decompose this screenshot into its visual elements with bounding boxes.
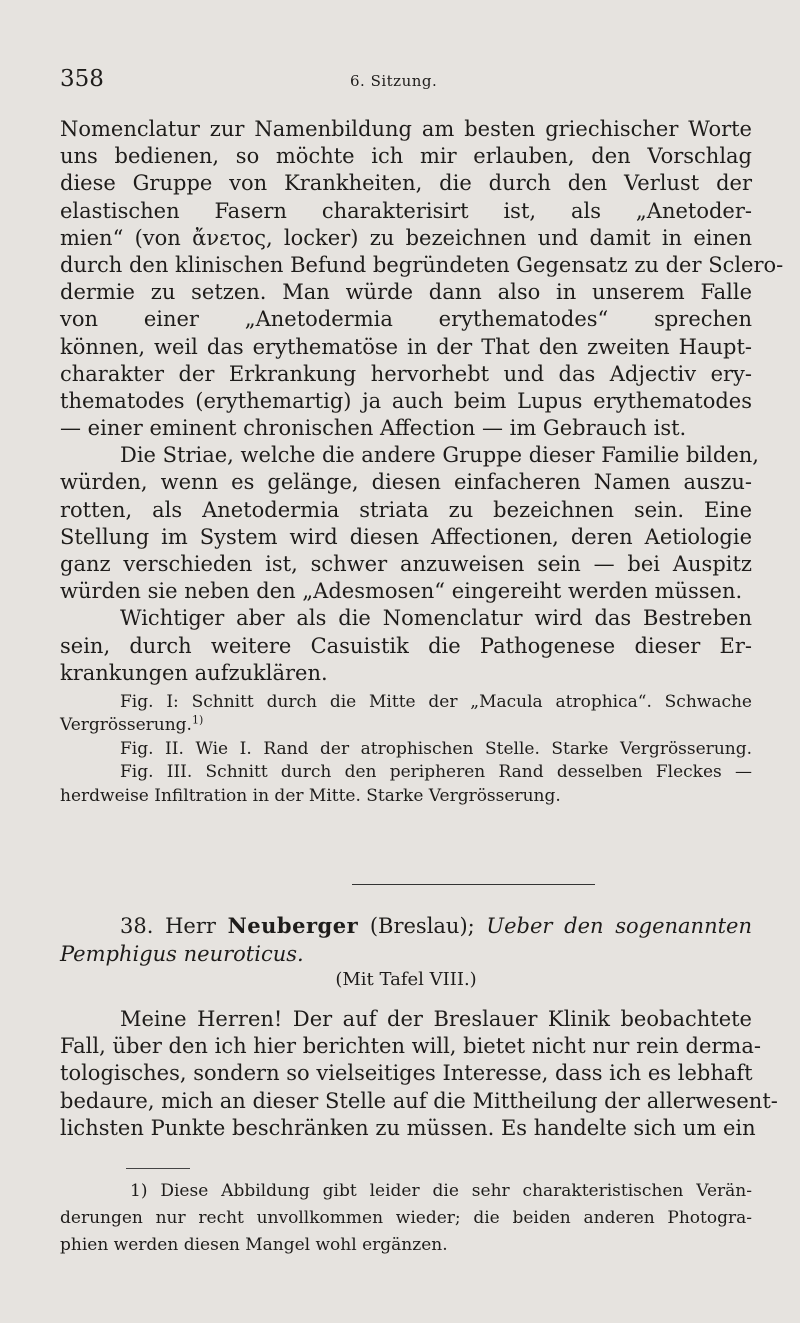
text-line: mien“ (von ἄνετος, locker) zu bezeichnen und damit in einen bbox=[60, 225, 752, 250]
plate-reference: (Mit Tafel VIII.) bbox=[335, 969, 477, 990]
author-affiliation: (Breslau); bbox=[369, 914, 475, 938]
section-heading bbox=[60, 912, 752, 996]
text-line: durch den klinischen Befund begründeten Gegensatz zu der Sclero- bbox=[60, 252, 784, 277]
figure-captions bbox=[60, 691, 752, 809]
text-line: würden, wenn es gelänge, diesen einfacheren Namen auszu- bbox=[60, 470, 752, 495]
section-title-line bbox=[60, 940, 752, 968]
running-title: 6. Sitzung. bbox=[350, 72, 438, 90]
text-line: ganz verschieden ist, schwer anzuweisen sein — bei Auspitz bbox=[60, 552, 752, 576]
page-header bbox=[60, 66, 740, 96]
text-line: sein, durch weitere Casuistik die Pathogenese dieser Er- bbox=[60, 633, 752, 658]
text-line: Nomenclatur zur Namenbildung am besten griechischer Worte bbox=[60, 117, 752, 141]
section-number: 38. Herr bbox=[120, 914, 216, 938]
text-line: von einer „Anetodermia erythematodes“ sprechen bbox=[60, 307, 752, 332]
section-title-line bbox=[60, 912, 752, 940]
text-line: charakter der Erkrankung hervorhebt und das Adjectiv ery- bbox=[60, 361, 752, 386]
talk-title-continued: Pemphigus neuroticus. bbox=[60, 942, 304, 966]
section-text bbox=[60, 1006, 778, 1142]
footnote-marker: 1) bbox=[191, 713, 204, 727]
text-line: krankungen aufzuklären. bbox=[60, 660, 328, 685]
footnote bbox=[60, 1178, 752, 1259]
text-line: elastischen Fasern charakterisirt ist, als „Anetoder- bbox=[60, 198, 752, 223]
figure-caption-line: Fig. II. Wie I. Rand der atrophischen Stelle. Starke Vergrösserung. bbox=[120, 738, 752, 759]
author-name: Neuberger bbox=[227, 913, 359, 938]
text-line: bedaure, mich an dieser Stelle auf die Mittheilung der allerwesent- bbox=[60, 1088, 778, 1113]
text-line: diese Gruppe von Krankheiten, die durch den Verlust der bbox=[60, 171, 752, 196]
footnote-line: 1) Diese Abbildung gibt leider die sehr charakteristischen Verän- bbox=[130, 1181, 752, 1201]
text-line: lichsten Punkte beschränken zu müssen. Es handelte sich um ein bbox=[60, 1115, 756, 1140]
text-line: Meine Herren! Der auf der Breslauer Klinik beobachtete bbox=[120, 1007, 752, 1031]
section-divider bbox=[352, 884, 595, 885]
main-text bbox=[60, 116, 784, 808]
figure-caption-line: Vergrösserung.$^{1)}$ bbox=[60, 713, 204, 736]
text-line: Fall, über den ich hier berichten will, bietet nicht nur rein derma- bbox=[60, 1034, 761, 1059]
text-line: können, weil das erythematöse in der That den zweiten Haupt- bbox=[60, 334, 752, 359]
footnote-rule bbox=[126, 1168, 190, 1169]
page-number: 358 bbox=[60, 66, 104, 92]
talk-title: Ueber den sogenannten bbox=[486, 914, 752, 938]
text-line: tologisches, sondern so vielseitiges Interesse, dass ich es lebhaft bbox=[60, 1061, 753, 1086]
text-line: uns bedienen, so möchte ich mir erlauben, den Vorschlag bbox=[60, 144, 752, 169]
footnote-line: derungen nur recht unvollkommen wieder; die beiden anderen Photogra- bbox=[60, 1208, 752, 1228]
text-line: Stellung im System wird diesen Affectionen, deren Aetiologie bbox=[60, 524, 752, 549]
text-line: würden sie neben den „Adesmosen“ eingereiht werden müssen. bbox=[60, 579, 743, 604]
footnote-line: phien werden diesen Mangel wohl ergänzen. bbox=[60, 1235, 448, 1255]
text-line: dermie zu setzen. Man würde dann also in unserem Falle bbox=[60, 280, 752, 305]
figure-caption-line: Fig. III. Schnitt durch den peripheren Rand desselben Fleckes — bbox=[120, 762, 752, 783]
text-line: rotten, als Anetodermia striata zu bezeichnen sein. Eine bbox=[60, 497, 752, 522]
figure-caption-line: Fig. I: Schnitt durch die Mitte der „Macula atrophica“. Schwache bbox=[120, 691, 752, 712]
text-line: Wichtiger aber als die Nomenclatur wird das Bestreben bbox=[120, 606, 752, 631]
text-line: — einer eminent chronischen Affection — im Gebrauch ist. bbox=[60, 416, 687, 441]
figure-caption-line: herdweise Infiltration in der Mitte. Starke Vergrösserung. bbox=[60, 785, 561, 806]
text-line: Die Striae, welche die andere Gruppe dieser Familie bilden, bbox=[120, 443, 759, 468]
text-line: thematodes (erythemartig) ja auch beim Lupus erythematodes bbox=[60, 388, 752, 413]
